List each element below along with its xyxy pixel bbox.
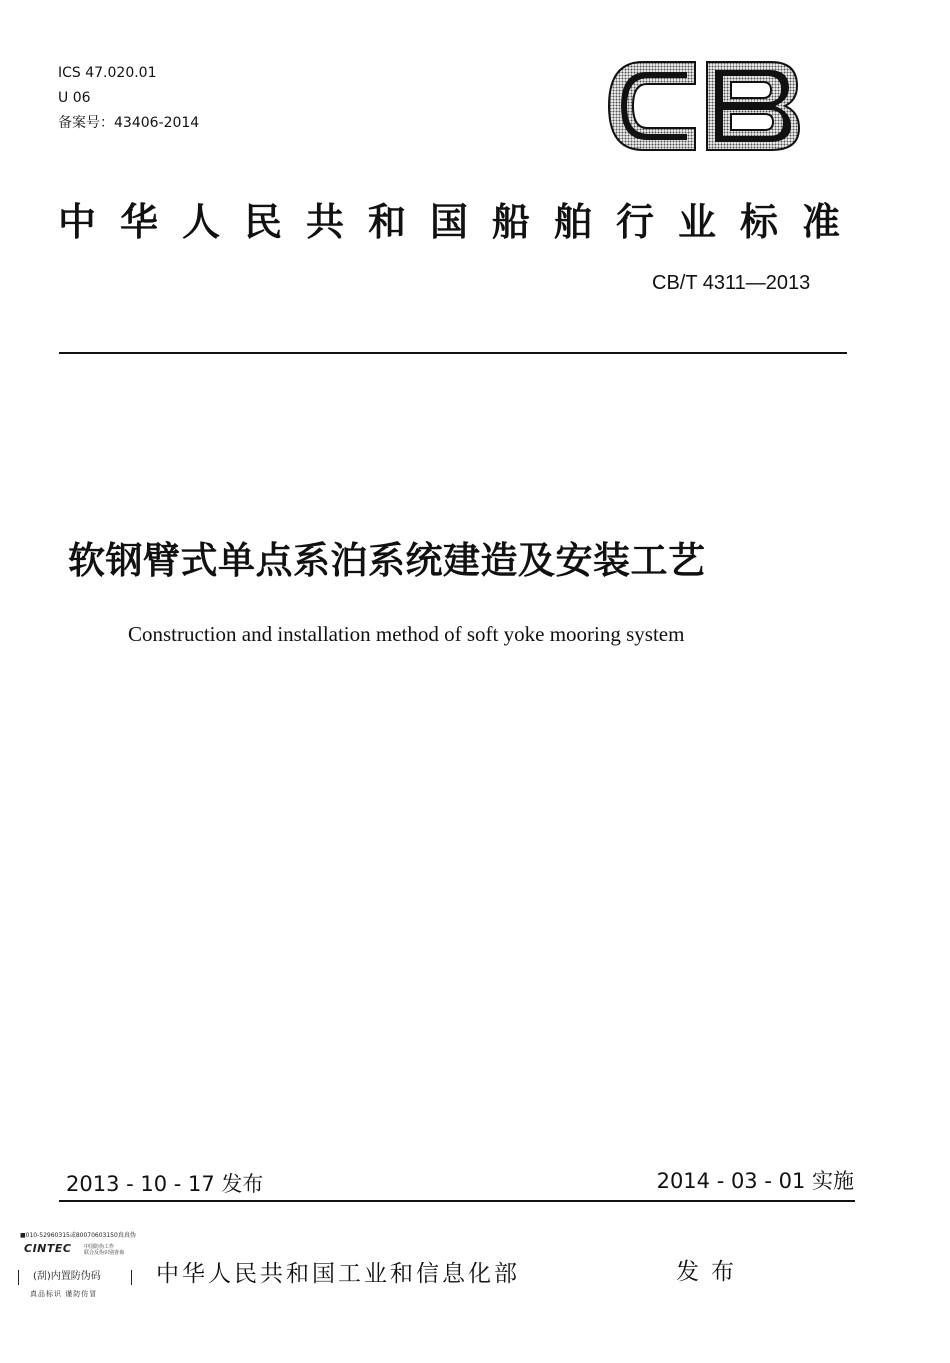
standard-number: CB/T 4311—2013 xyxy=(652,272,811,294)
document-title-cn: 软钢臂式单点系泊系统建造及安装工艺 xyxy=(68,539,706,582)
cb-logo xyxy=(603,56,803,156)
stamp-footer: 真品标识 谨防仿冒 xyxy=(30,1290,98,1298)
bottom-divider xyxy=(59,1200,855,1202)
issue-date: 2013 - 10 - 17 发布 xyxy=(66,1172,264,1196)
org-title: 中华人民共和国船舶行业标准 xyxy=(58,200,865,244)
stamp-code-box xyxy=(18,1270,132,1285)
anti-counterfeit-stamp xyxy=(14,1232,136,1304)
document-title-en: Construction and installation method of soft yoke mooring system xyxy=(128,622,685,646)
publish-label: 发布 xyxy=(676,1259,746,1285)
stamp-hotline: ■010-52960315或80070603150真真伪 xyxy=(20,1232,136,1239)
implementation-date: 2014 - 03 - 01 实施 xyxy=(656,1169,854,1193)
cb-logo-graphic xyxy=(603,56,803,156)
stamp-logo-caption: 中国防伪工作 联合反伪识别查询 xyxy=(84,1244,125,1256)
top-divider xyxy=(59,352,847,354)
stamp-code-label: (刮)内置防伪码 xyxy=(33,1271,101,1282)
ccs-code: U 06 xyxy=(58,90,91,106)
record-number: 备案号：43406-2014 xyxy=(58,115,200,131)
stamp-logo: CINTEC xyxy=(24,1242,72,1255)
publisher: 中华人民共和国工业和信息化部 xyxy=(156,1261,520,1287)
ics-code: ICS 47.020.01 xyxy=(58,65,157,81)
